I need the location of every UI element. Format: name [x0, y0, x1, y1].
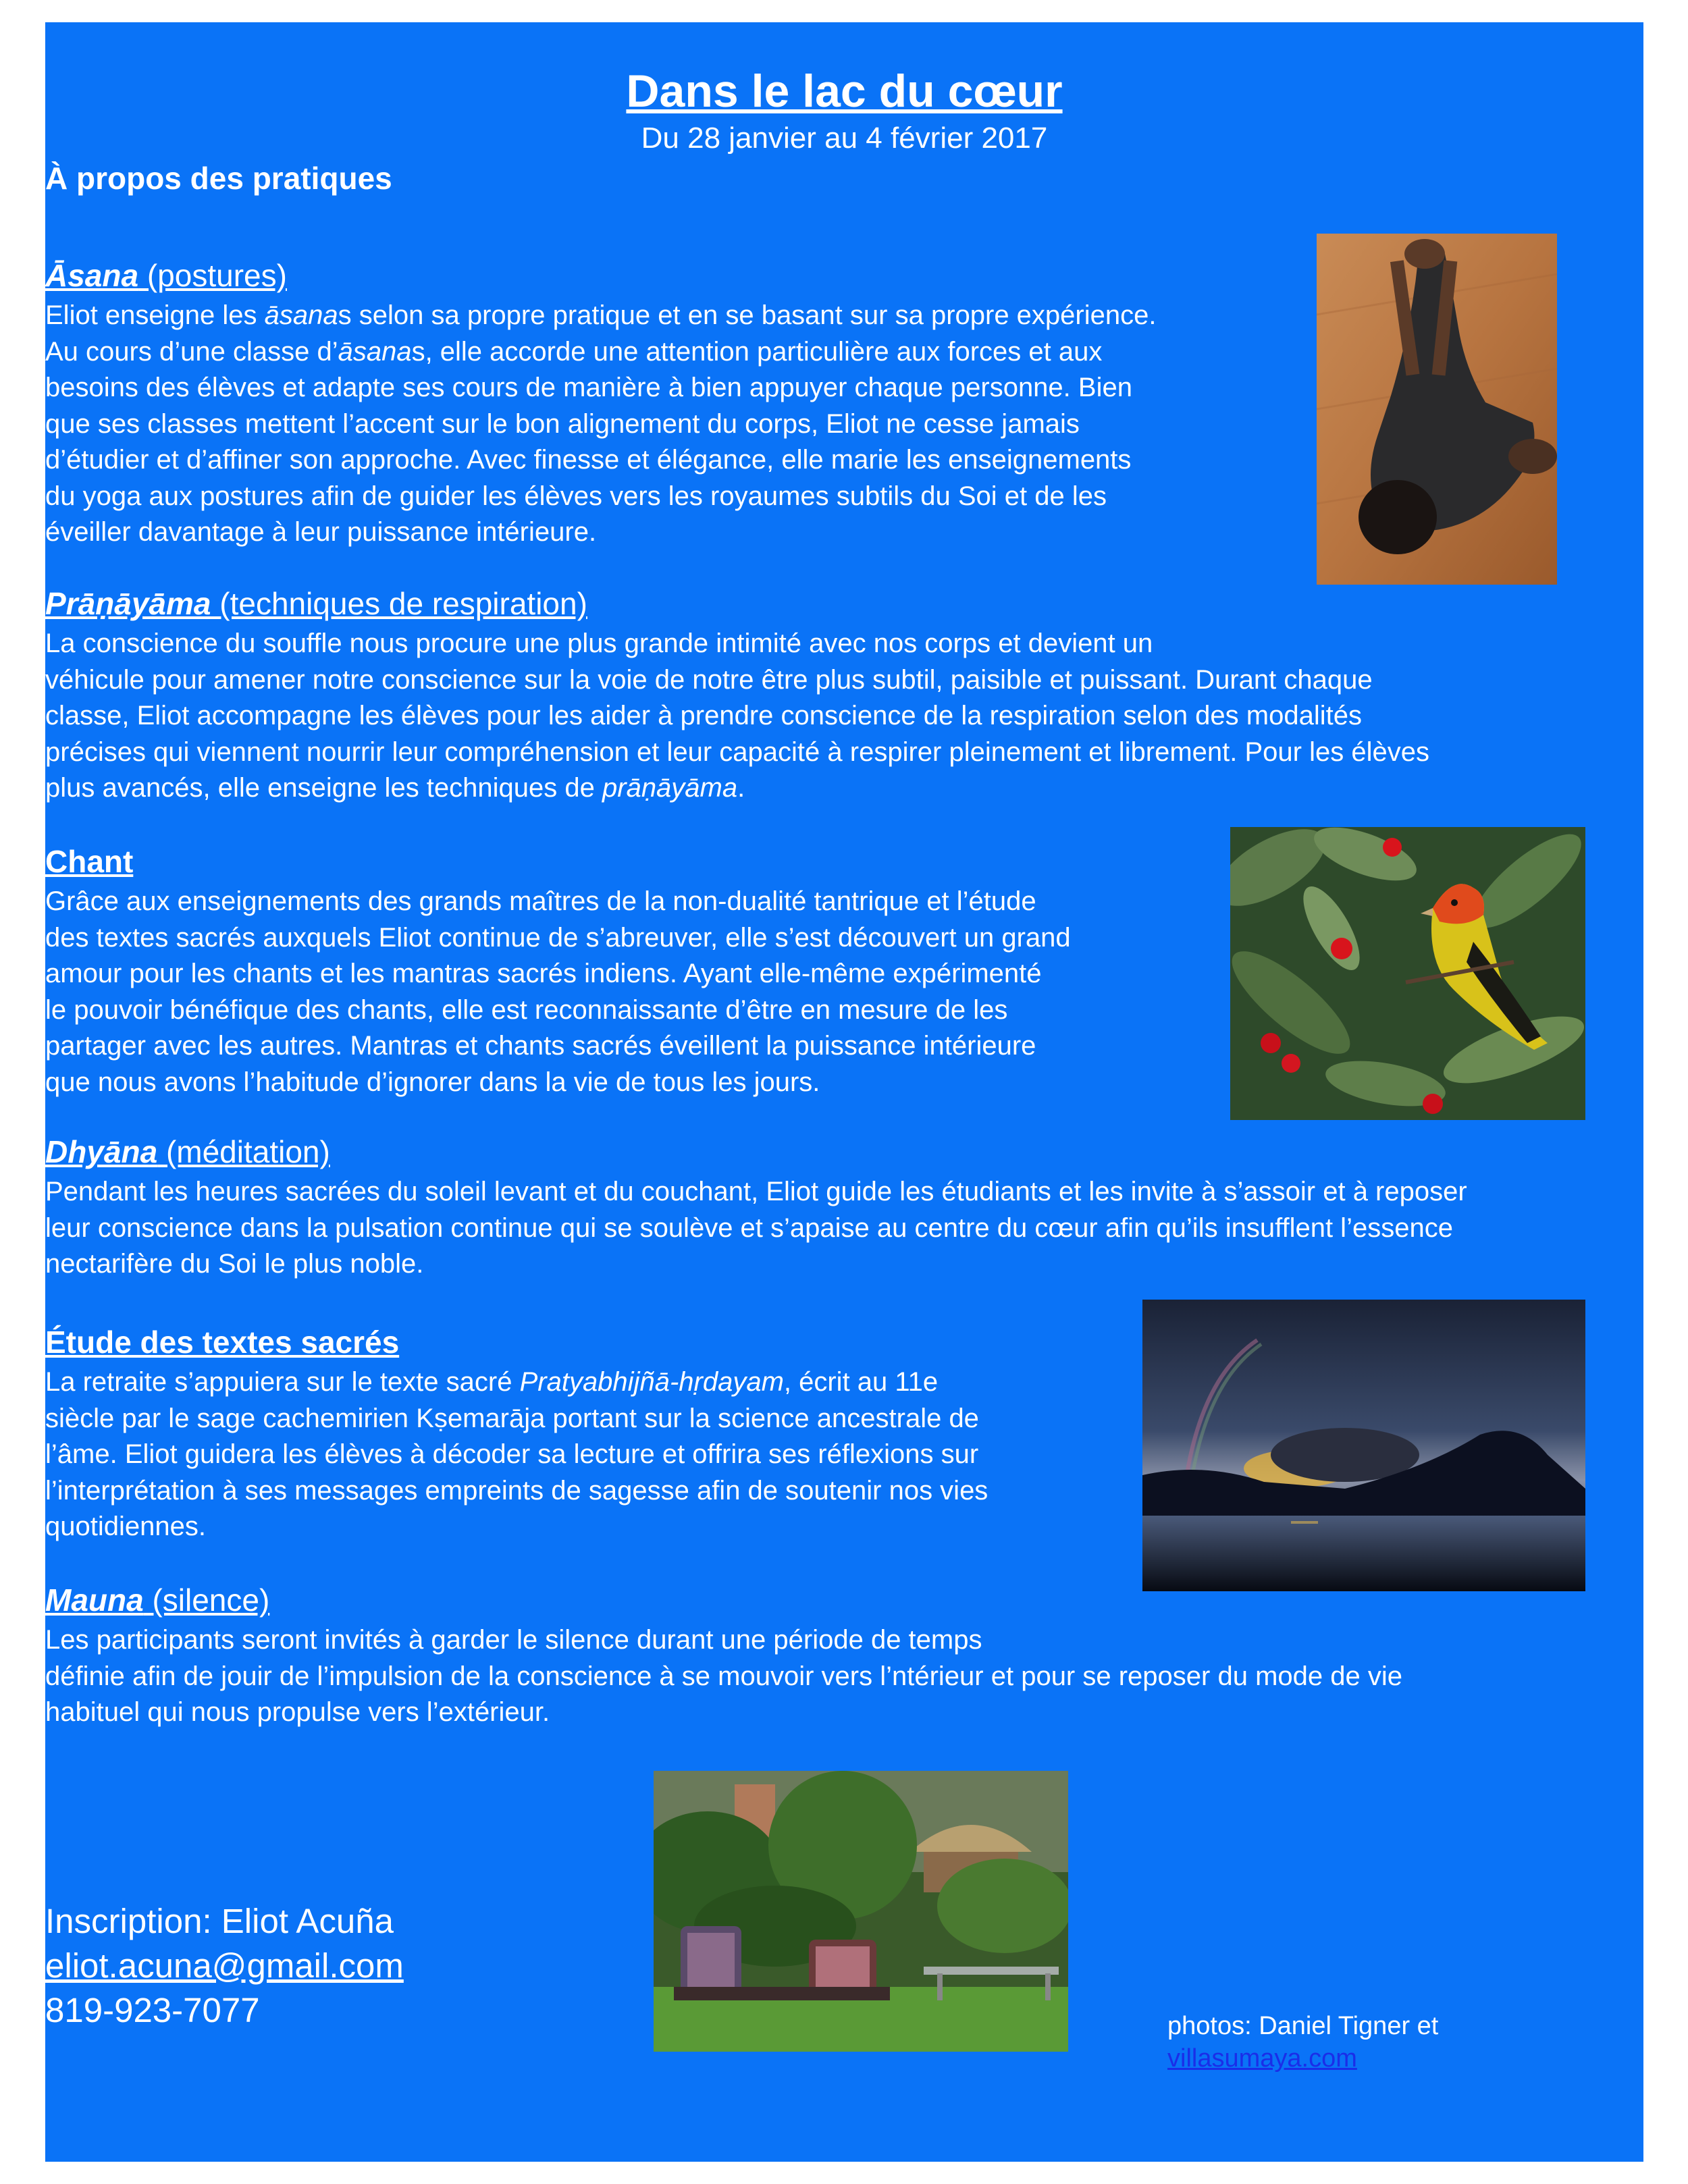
- text-line: amour pour les chants et les mantras sacrés indiens. Ayant elle-même expérimenté: [45, 959, 1042, 988]
- contact-block: [45, 1899, 404, 2033]
- villasumaya-link[interactable]: villasumaya.com: [1167, 2044, 1357, 2073]
- page-title: Dans le lac du cœur: [626, 65, 1063, 117]
- text-line: le pouvoir bénéfique des chants, elle est reconnaissante d’être en mesure de les: [45, 994, 1008, 1025]
- bird-cherries-photo: [1230, 827, 1585, 1120]
- text-line: partager avec les autres. Mantras et chants sacrés éveillent la puissance intérieure: [45, 1031, 1036, 1061]
- text-line: que ses classes mettent l’accent sur le bon alignement du corps, Eliot ne cesse jamais: [45, 408, 1080, 439]
- photo-credits: [1167, 2010, 1438, 2075]
- pranayama-text: [45, 626, 1429, 807]
- text-line: que nous avons l’habitude d’ignorer dans la vie de tous les jours.: [45, 1067, 820, 1097]
- etude-heading: [45, 1324, 399, 1361]
- text-line: besoins des élèves et adapte ses cours de manière à bien appuyer chaque personne. Bien: [45, 373, 1132, 402]
- text-line: nectarifère du Soi le plus noble.: [45, 1249, 424, 1279]
- text-line: des textes sacrés auxquels Eliot continue de s’abreuver, elle s’est découvert un grand: [45, 922, 1071, 953]
- mauna-text: [45, 1622, 1402, 1731]
- text-segment: .: [737, 773, 745, 803]
- text-line: définie afin de jouir de l’impulsion de la conscience à se mouvoir vers l’ntérieur et pour se reposer du mode de vie: [45, 1661, 1402, 1691]
- text-segment: La retraite s’appuiera sur le texte sacré: [45, 1367, 520, 1397]
- yoga-pose-photo: [1317, 234, 1557, 585]
- text-line: [45, 334, 1156, 371]
- pranayama-term: Prāṇāyāma: [45, 586, 211, 621]
- text-segment: , écrit au 11e: [783, 1367, 939, 1397]
- etude-text: [45, 1364, 988, 1545]
- text-line: [45, 298, 1156, 334]
- text-line: classe, Eliot accompagne les élèves pour les aider à prendre conscience de la respiration selon des modalités: [45, 701, 1362, 730]
- mauna-heading: [45, 1582, 269, 1619]
- text-line: habituel qui nous propulse vers l’extérieur.: [45, 1697, 550, 1727]
- text-line: Pendant les heures sacrées du soleil levant et du couchant, Eliot guide les étudiants et les invite à s’assoir et à reposer: [45, 1177, 1467, 1206]
- text-line: [45, 1364, 988, 1401]
- text-segment: s, elle accorde une attention particulière aux forces et aux: [411, 336, 1103, 367]
- mauna-subtitle: (silence): [143, 1582, 270, 1618]
- asana-term: Āsana: [45, 258, 139, 293]
- chant-heading: [45, 843, 133, 880]
- text-line: [45, 770, 1429, 807]
- text-line: véhicule pour amener notre conscience sur la voie de notre être plus subtil, paisible et puissant. Durant chaque: [45, 664, 1373, 695]
- asana-text: [45, 298, 1156, 551]
- italic-term: āsana: [264, 300, 338, 330]
- dhyana-term: Dhyāna: [45, 1134, 158, 1169]
- lake-rainbow-photo: [1142, 1300, 1585, 1591]
- italic-term: prāṇāyāma: [602, 773, 738, 803]
- etude-term: Étude des textes sacrés: [45, 1325, 400, 1360]
- text-line: La conscience du souffle nous procure une plus grande intimité avec nos corps et devient un: [45, 629, 1153, 658]
- text-segment: plus avancés, elle enseigne les techniques de: [45, 773, 602, 803]
- text-segment: Au cours d’une classe d’: [45, 336, 338, 367]
- text-segment: Eliot enseigne les: [45, 300, 265, 330]
- credits-text: photos: Daniel Tigner et: [1167, 2012, 1439, 2040]
- chant-term: Chant: [45, 844, 134, 879]
- dhyana-text: [45, 1174, 1467, 1283]
- mauna-term: Mauna: [45, 1582, 144, 1618]
- dhyana-heading: [45, 1134, 330, 1171]
- asana-subtitle: (postures): [138, 258, 287, 293]
- contact-email-link[interactable]: eliot.acuna@gmail.com: [45, 1946, 404, 1985]
- italic-term: āsana: [338, 336, 412, 367]
- text-line: l’interprétation à ses messages empreints de sagesse afin de soutenir nos vies: [45, 1475, 988, 1506]
- inscription-label: Inscription: Eliot Acuña: [45, 1902, 394, 1940]
- asana-heading: [45, 257, 287, 294]
- text-line: Grâce aux enseignements des grands maîtres de la non-dualité tantrique et l’étude: [45, 886, 1036, 916]
- pranayama-heading: [45, 585, 587, 622]
- text-line: l’âme. Eliot guidera les élèves à décoder sa lecture et offrira ses réflexions sur: [45, 1439, 979, 1469]
- text-line: Les participants seront invités à garder le silence durant une période de temps: [45, 1625, 982, 1655]
- event-dates: Du 28 janvier au 4 février 2017: [641, 122, 1048, 155]
- text-line: du yoga aux postures afin de guider les élèves vers les royaumes subtils du Soi et de les: [45, 481, 1107, 511]
- text-line: siècle par le sage cachemirien Kṣemarāja portant sur la science ancestrale de: [45, 1403, 979, 1433]
- text-line: quotidiennes.: [45, 1512, 206, 1541]
- garden-villa-photo: [654, 1771, 1068, 2052]
- text-line: éveiller davantage à leur puissance intérieure.: [45, 517, 597, 547]
- text-line: d’étudier et d’affiner son approche. Avec finesse et élégance, elle marie les enseignements: [45, 445, 1132, 475]
- chant-text: [45, 884, 1071, 1100]
- pranayama-subtitle: (techniques de respiration): [211, 586, 587, 621]
- dhyana-subtitle: (méditation): [157, 1134, 330, 1169]
- section-heading: À propos des pratiques: [45, 161, 392, 196]
- text-line: précises qui viennent nourrir leur compréhension et leur capacité à respirer pleinement et librement. Pour les élèves: [45, 737, 1429, 767]
- text-segment: s selon sa propre pratique et en se basant sur sa propre expérience.: [338, 300, 1157, 330]
- contact-phone: 819-923-7077: [45, 1991, 260, 2029]
- italic-term: Pratyabhijñā-hṛdayam: [519, 1367, 784, 1397]
- flyer-panel: [45, 22, 1643, 2162]
- text-line: leur conscience dans la pulsation continue qui se soulève et s’apaise au centre du cœur afin qu’ils insufflent l’essence: [45, 1213, 1453, 1243]
